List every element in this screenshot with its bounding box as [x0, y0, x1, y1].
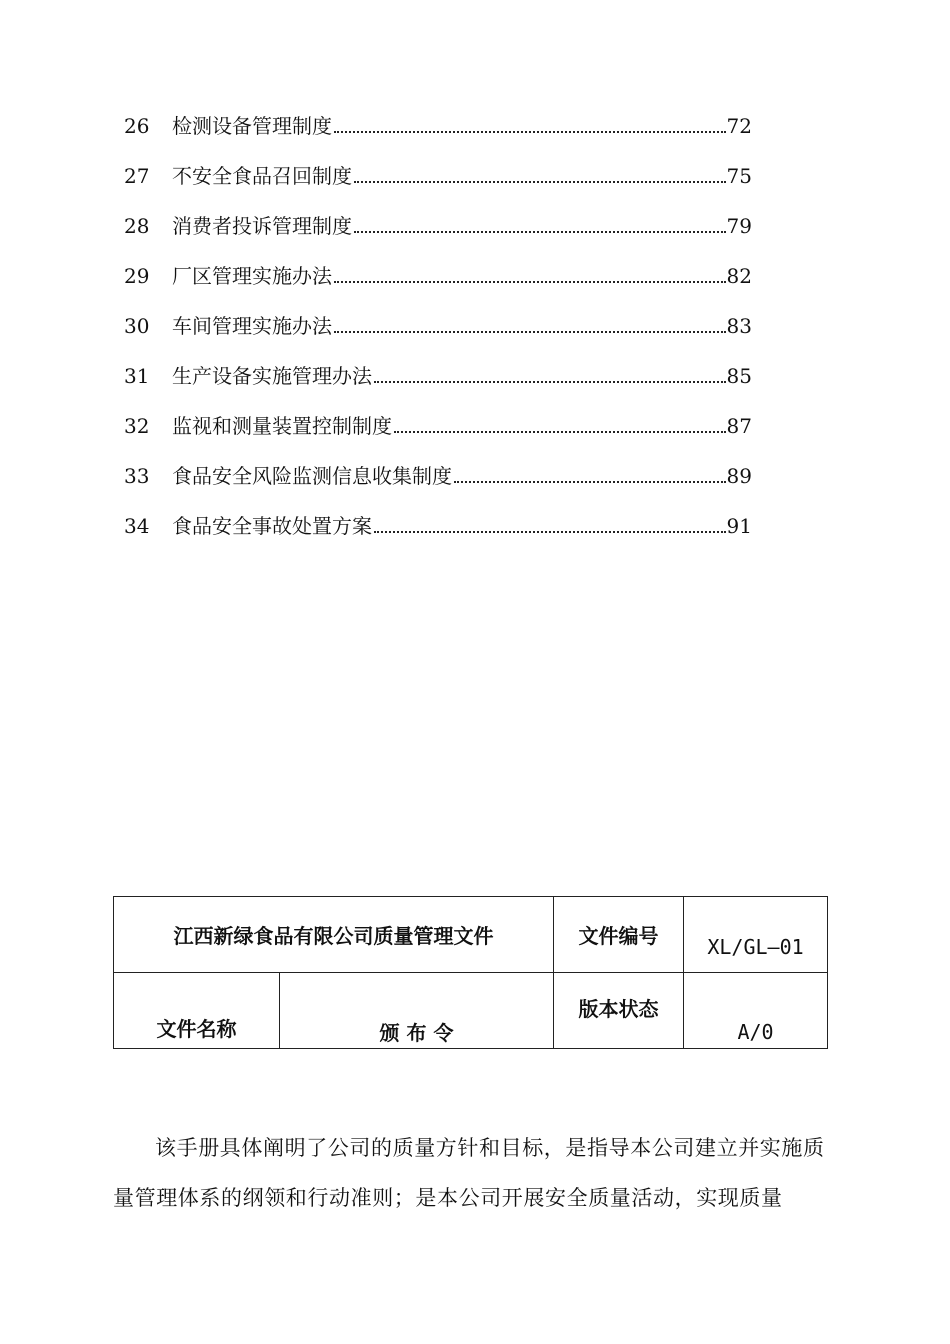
document-number-label: 文件编号: [554, 897, 684, 973]
toc-page-number: 72: [726, 114, 752, 138]
toc-number: 32: [124, 414, 150, 438]
toc-leader-dots: [394, 430, 726, 433]
toc-page-number: 85: [726, 364, 752, 388]
document-number-value: XL/GL—01: [684, 897, 828, 973]
toc-leader-dots: [374, 530, 726, 533]
toc-leader-dots: [334, 280, 726, 283]
toc-title: 生产设备实施管理办法: [172, 364, 372, 388]
toc-number: 33: [124, 464, 150, 488]
toc-number: 29: [124, 264, 150, 288]
toc-entry[interactable]: [124, 508, 752, 558]
version-status-value: A/0: [684, 973, 828, 1049]
toc-number: 28: [124, 214, 150, 238]
toc-page-number: 75: [726, 164, 752, 188]
document-name-label: 文件名称: [114, 973, 280, 1049]
table-of-contents: [124, 108, 752, 558]
toc-entry[interactable]: [124, 358, 752, 408]
toc-entry[interactable]: [124, 458, 752, 508]
toc-number: 31: [124, 364, 150, 388]
toc-entry[interactable]: [124, 208, 752, 258]
toc-page-number: 91: [726, 514, 752, 538]
toc-title: 不安全食品召回制度: [172, 164, 352, 188]
toc-page-number: 79: [726, 214, 752, 238]
version-status-label: 版本状态: [554, 973, 684, 1049]
toc-entry[interactable]: [124, 108, 752, 158]
toc-leader-dots: [454, 480, 726, 483]
toc-entry[interactable]: [124, 258, 752, 308]
toc-number: 26: [124, 114, 150, 138]
toc-title: 消费者投诉管理制度: [172, 214, 352, 238]
toc-number: 27: [124, 164, 150, 188]
body-paragraph: 该手册具体阐明了公司的质量方针和目标，是指导本公司建立并实施质量管理体系的纲领和行动准则；是本公司开展安全质量活动，实现质量: [113, 1136, 825, 1210]
toc-title: 食品安全风险监测信息收集制度: [172, 464, 452, 488]
toc-number: 30: [124, 314, 150, 338]
toc-leader-dots: [334, 130, 726, 133]
toc-entry[interactable]: [124, 408, 752, 458]
company-document-title: 江西新绿食品有限公司质量管理文件: [114, 897, 554, 973]
document-name-value: 颁 布 令: [280, 973, 554, 1049]
toc-leader-dots: [354, 230, 726, 233]
toc-title: 监视和测量装置控制制度: [172, 414, 392, 438]
toc-title: 车间管理实施办法: [172, 314, 332, 338]
toc-page-number: 82: [726, 264, 752, 288]
toc-number: 34: [124, 514, 150, 538]
toc-leader-dots: [334, 330, 726, 333]
toc-page-number: 83: [726, 314, 752, 338]
toc-page-number: 89: [726, 464, 752, 488]
toc-title: 检测设备管理制度: [172, 114, 332, 138]
toc-leader-dots: [374, 380, 726, 383]
toc-title: 食品安全事故处置方案: [172, 514, 372, 538]
toc-page-number: 87: [726, 414, 752, 438]
toc-entry[interactable]: [124, 158, 752, 208]
toc-leader-dots: [354, 180, 726, 183]
toc-entry[interactable]: [124, 308, 752, 358]
document-header-table: [113, 896, 828, 1049]
toc-title: 厂区管理实施办法: [172, 264, 332, 288]
